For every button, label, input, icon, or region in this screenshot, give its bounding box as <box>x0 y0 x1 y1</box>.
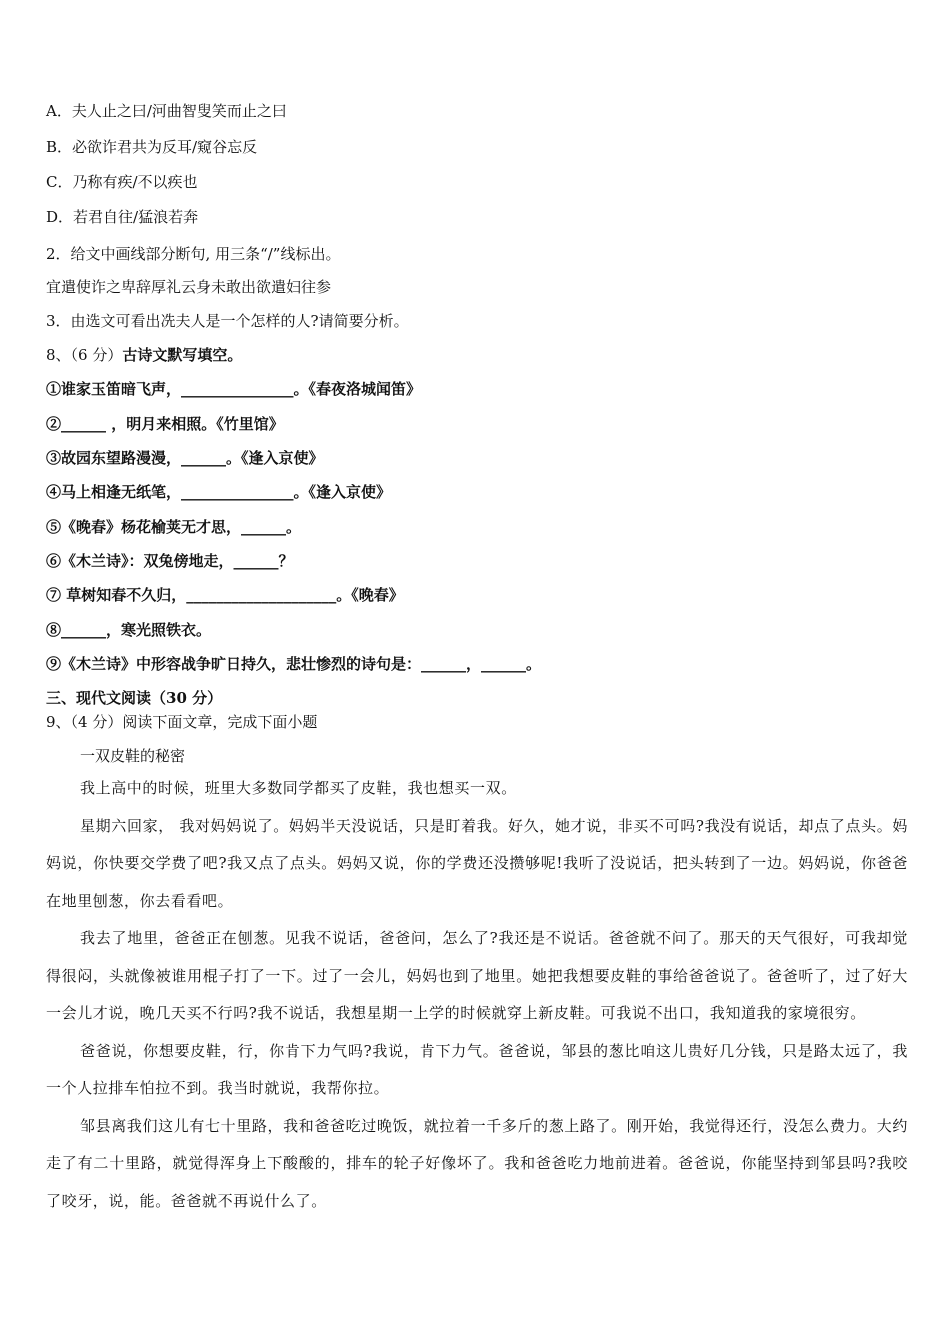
q8-item-6: ⑥《木兰诗》：双兔傍地走，______？ <box>46 552 294 570</box>
section-3-heading: 三、现代文阅读（30 分） <box>46 689 223 707</box>
question-8-heading <box>46 345 242 365</box>
article-body <box>46 770 908 1220</box>
q8-item-2: ②______ ，明月来相照。《竹里馆》 <box>46 415 284 433</box>
option-c: C．乃称有疾/不以疾也 <box>46 173 198 191</box>
option-b: B．必欲诈君共为反耳/窥谷忘反 <box>46 138 258 156</box>
question-9: 9、（4 分）阅读下面文章，完成下面小题 <box>46 713 318 731</box>
article-paragraph-5: 邹县离我们这儿有七十里路，我和爸爸吃过晚饭，就拉着一千多斤的葱上路了。刚开始，我觉得还行，没怎么费力。大约走了有二十里路，就觉得浑身上下酸酸的，排车的轮子好像坏了。我和爸爸吃力地前进着。爸爸说，你能坚持到邹县吗?我咬了咬牙，说，能。爸爸就不再说什么了。 <box>46 1116 908 1210</box>
q8-item-7: ⑦ 草树知春不久归，____________________。《晚春》 <box>46 586 404 604</box>
article-paragraph-1: 我上高中的时候，班里大多数同学都买了皮鞋，我也想买一双。 <box>80 779 517 797</box>
q8-item-1: ①谁家玉笛暗飞声，_______________。《春夜洛城闻笛》 <box>46 380 422 398</box>
article-paragraph-3: 我去了地里，爸爸正在刨葱。见我不说话，爸爸问，怎么了?我还是不说话。爸爸就不问了。那天的天气很好，可我却觉得很闷，头就像被谁用棍子打了一下。过了一会儿，妈妈也到了地里。她把我想要皮鞋的事给爸爸说了。爸爸听了，过了好大一会儿才说，晚几天买不行吗?我不说话，我想星期一上学的时候就穿上新皮鞋。可我说不出口，我知道我的家境很穷。 <box>46 929 908 1022</box>
article-title: 一双皮鞋的秘密 <box>80 747 186 765</box>
question-8-title: 古诗文默写填空。 <box>122 346 243 364</box>
q8-item-3: ③故园东望路漫漫，______。《逢入京使》 <box>46 449 324 467</box>
question-8-number: 8、（6 分） <box>46 346 123 364</box>
q8-item-9: ⑨《木兰诗》中形容战争旷日持久，悲壮惨烈的诗句是：______，______。 <box>46 655 542 673</box>
q8-item-4: ④马上相逢无纸笔，_______________。《逢入京使》 <box>46 483 392 501</box>
option-d: D．若君自往/猛浪若奔 <box>46 208 199 226</box>
question-2: 2．给文中画线部分断句, 用三条“/”线标出。 <box>46 245 341 263</box>
option-a: A．夫人止之曰/河曲智叟笑而止之曰 <box>46 102 287 120</box>
article-paragraph-4: 爸爸说，你想要皮鞋，行，你肯下力气吗?我说，肯下力气。爸爸说，邹县的葱比咱这儿贵好几分钱，只是路太远了，我一个人拉排车怕拉不到。我当时就说，我帮你拉。 <box>46 1041 908 1097</box>
question-3: 3．由选文可看出冼夫人是一个怎样的人?请简要分析。 <box>46 312 409 330</box>
question-2-text: 宜遣使诈之卑辞厚礼云身未敢出欲遣妇往参 <box>46 278 332 296</box>
article-paragraph-2: 星期六回家， 我对妈妈说了。妈妈半天没说话，只是盯着我。好久，她才说，非买不可吗?我没有说话，却点了点头。妈妈说，你快要交学费了吧?我又点了点头。妈妈又说，你的学费还没攒够呢!我听了没说话，把头转到了一边。妈妈说，你爸爸在地里刨葱，你去看看吧。 <box>46 816 908 910</box>
q8-item-8: ⑧______，寒光照铁衣。 <box>46 621 212 639</box>
q8-item-5: ⑤《晚春》杨花榆荚无才思，______。 <box>46 518 302 536</box>
